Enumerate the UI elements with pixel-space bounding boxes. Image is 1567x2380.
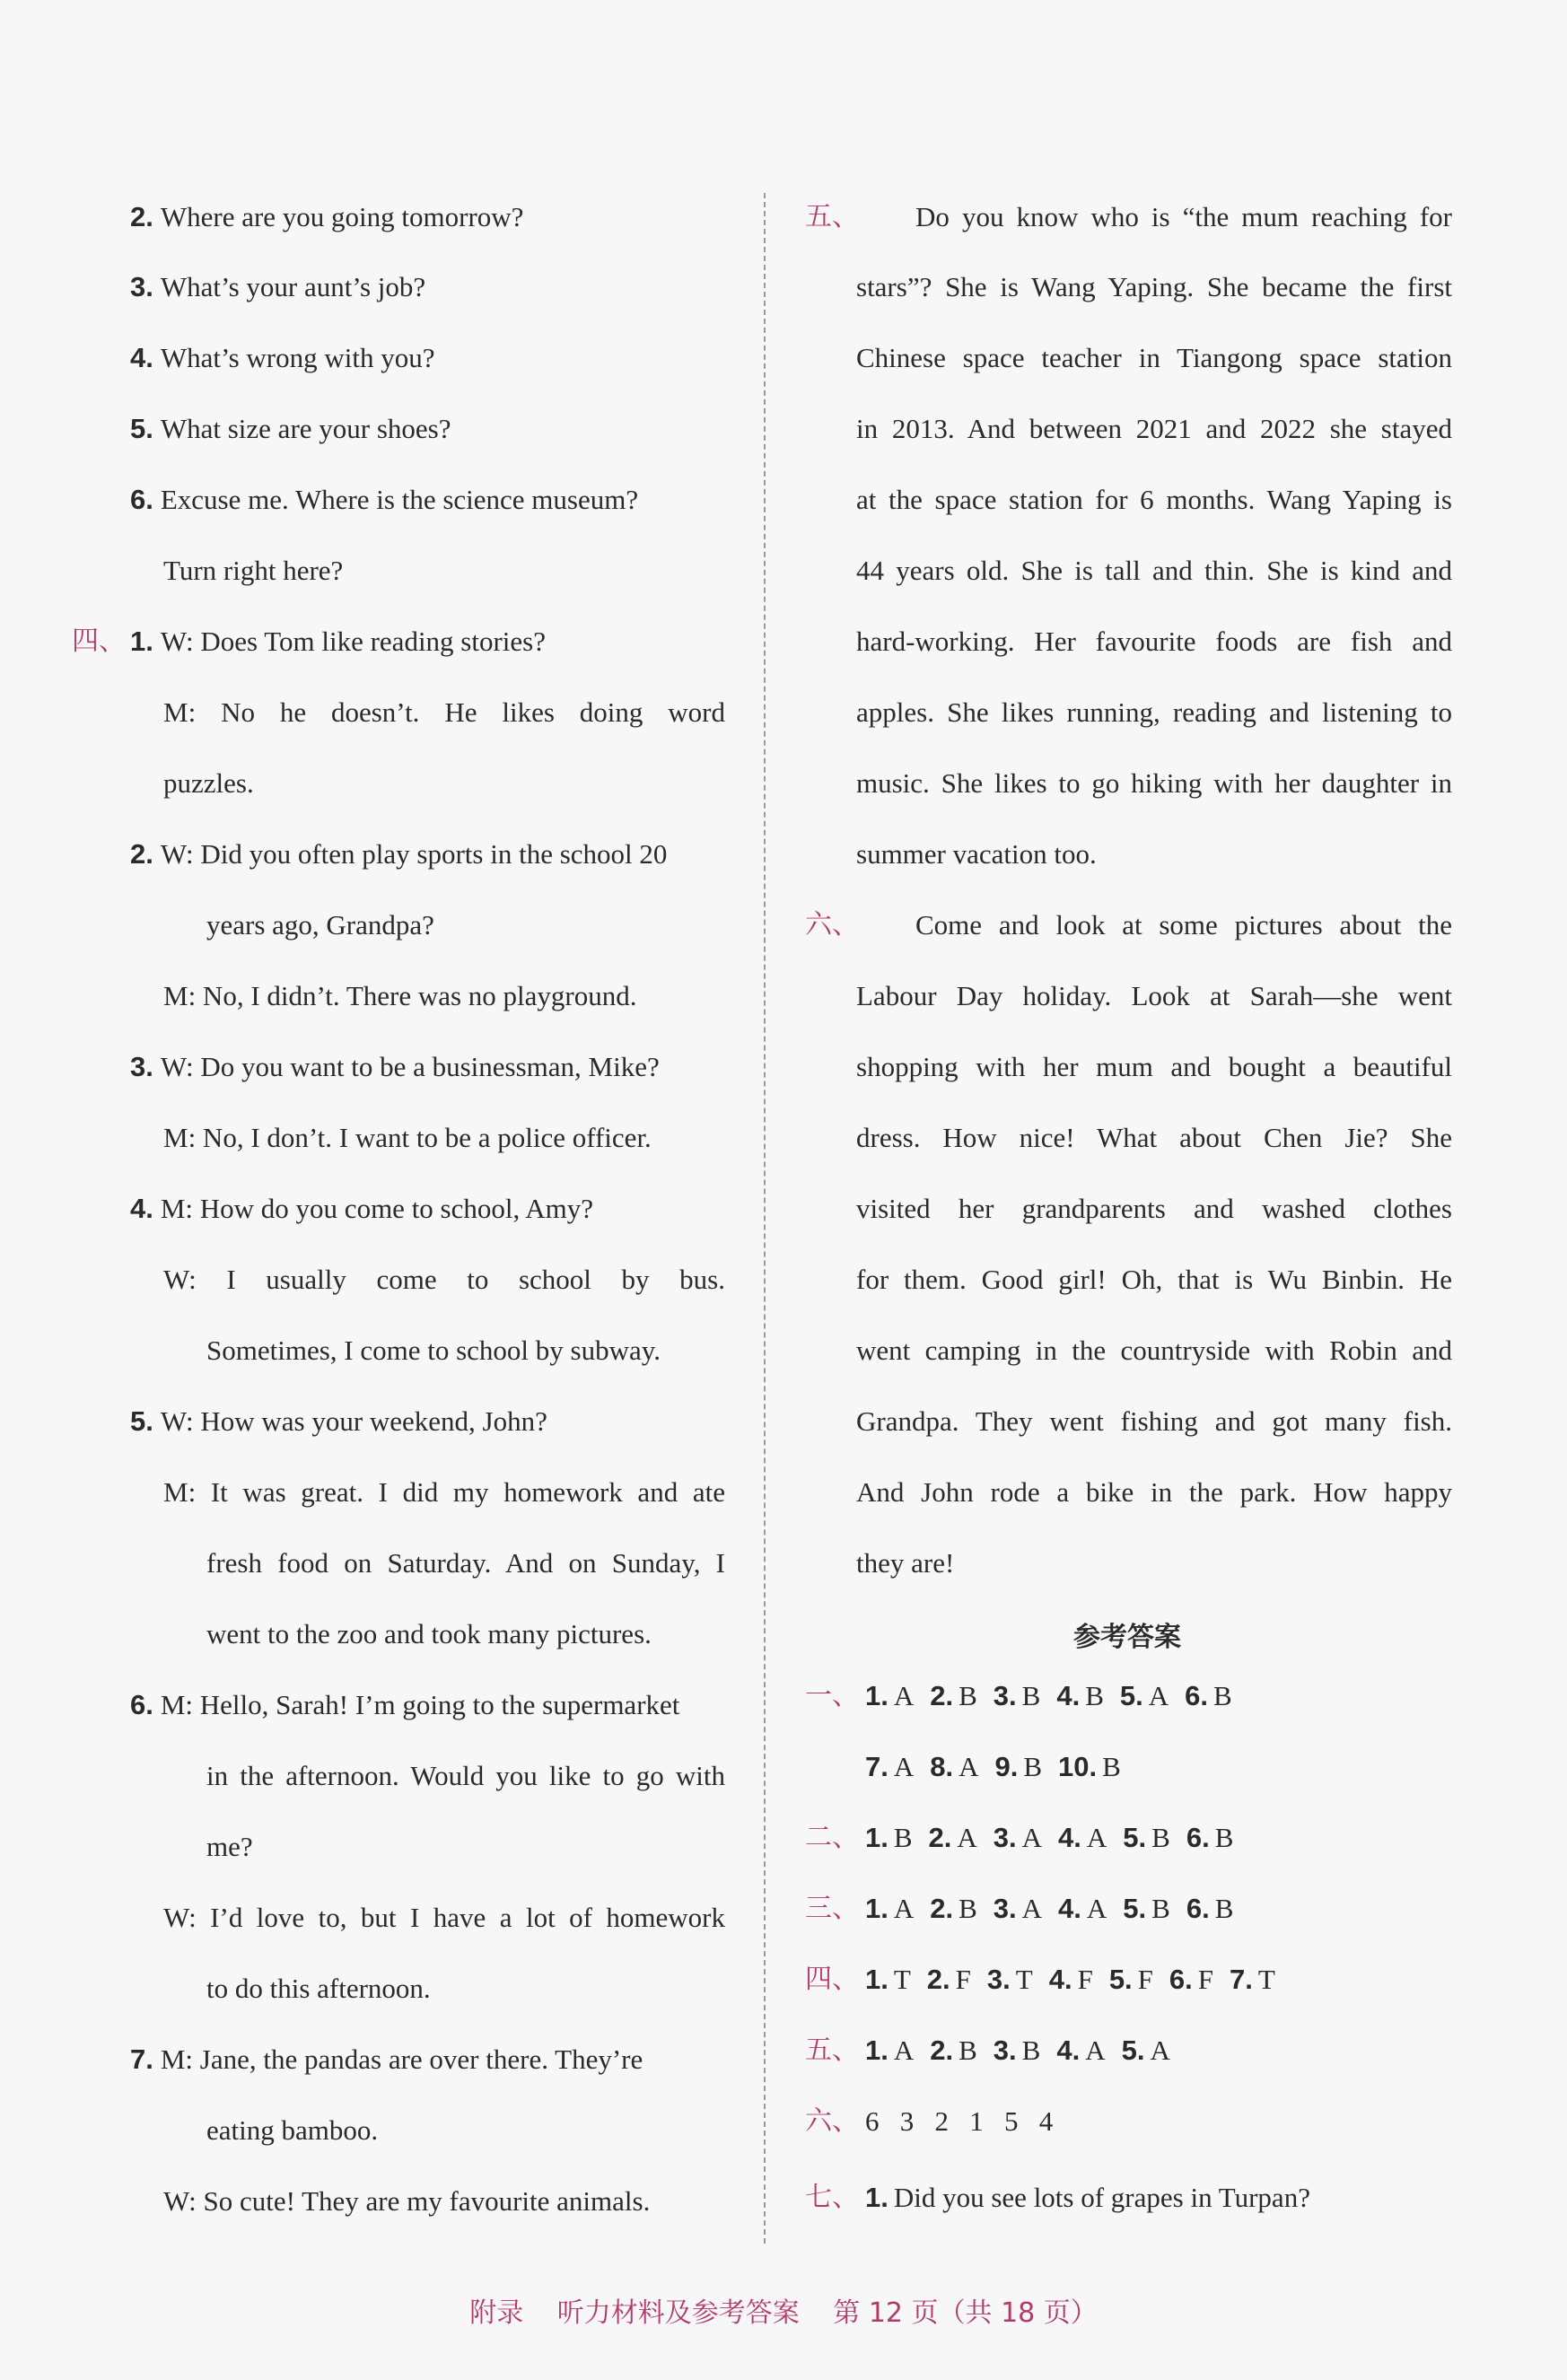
d2-line: [130, 836, 667, 872]
footer-appendix: 附录: [469, 2297, 524, 2329]
s6-line-10: they are!: [856, 1547, 955, 1579]
q4-number: 4.: [130, 342, 153, 373]
q4-text: What’s wrong with you?: [160, 342, 435, 373]
d5-a: W: How was your weekend, John?: [160, 1405, 547, 1437]
answer-number: 2.: [930, 1680, 954, 1711]
answer-item: [930, 2033, 977, 2069]
d2-b: M: No, I didn’t. There was no playground.: [163, 980, 637, 1011]
answer-letter: B: [1151, 1893, 1170, 1924]
answer-5-label: 五、: [805, 2034, 859, 2066]
answer-item: [1123, 1891, 1170, 1927]
answer-letter: B: [959, 1680, 977, 1711]
answer-6-label: 六、: [805, 2105, 859, 2137]
d1-line: [130, 624, 546, 660]
answer-item: [865, 2033, 914, 2069]
answer-1-row-1: [865, 1678, 1248, 1714]
column-divider: [764, 193, 766, 2244]
answer-letter: A: [893, 1751, 915, 1782]
d3-b: M: No, I don’t. I want to be a police officer.: [163, 1122, 652, 1153]
d1-b2: puzzles.: [163, 767, 254, 799]
answer-item: [930, 1749, 978, 1785]
d5-b1: M: It was great. I did my homework and ate: [163, 1476, 725, 1508]
answer-7-text: Did you see lots of grapes in Turpan?: [893, 2182, 1310, 2213]
d6-b2: to do this afternoon.: [206, 1973, 431, 2004]
answer-item: [994, 1820, 1042, 1856]
page-footer: [0, 2296, 1567, 2332]
answer-item: [1058, 1749, 1121, 1785]
s5-line-3: Chinese space teacher in Tiangong space station: [856, 342, 1452, 373]
q3-text: What’s your aunt’s job?: [160, 271, 426, 302]
answer-item: [930, 1678, 977, 1714]
answer-letter: A: [1021, 1893, 1043, 1924]
answer-number: 6.: [1186, 1893, 1210, 1924]
s6-line-8: Grandpa. They went fishing and got many fish.: [856, 1405, 1452, 1437]
d4-b1: W: I usually come to school by bus.: [163, 1264, 725, 1295]
answer-letter: T: [1257, 1964, 1275, 1995]
s5-line-2: stars”? She is Wang Yaping. She became the first: [856, 271, 1452, 302]
d6-a1: M: Hello, Sarah! I’m going to the supermarket: [160, 1689, 680, 1720]
q6-number: 6.: [130, 484, 153, 515]
answer-letter: F: [1137, 1964, 1153, 1995]
d2-a2: years ago, Grandpa?: [206, 909, 434, 941]
answer-letter: B: [1213, 1680, 1232, 1711]
s6-line-6: for them. Good girl! Oh, that is Wu Binbin. He: [856, 1264, 1452, 1295]
answer-number: 3.: [993, 1893, 1017, 1924]
d1-b1: M: No he doesn’t. He likes doing word: [163, 696, 725, 728]
answer-letter: A: [1086, 1893, 1107, 1924]
answer-number: 2.: [930, 1893, 954, 1924]
answer-number: 4.: [1056, 1680, 1081, 1711]
d6-number: 6.: [130, 1689, 153, 1720]
answer-2-label: 二、: [805, 1822, 859, 1853]
answer-3-row: [865, 1891, 1249, 1927]
answer-item: [1185, 1678, 1232, 1714]
d3-number: 3.: [130, 1051, 153, 1082]
d4-b2: Sometimes, I come to school by subway.: [206, 1334, 661, 1366]
s5-line-6: 44 years old. She is tall and thin. She is kind and: [856, 555, 1452, 586]
q5-line: [130, 411, 451, 447]
answer-item: [1169, 1962, 1213, 1998]
section-4-label: 四、: [72, 626, 126, 657]
answer-item: [987, 1962, 1033, 1998]
d7-b: W: So cute! They are my favourite animals.: [163, 2185, 651, 2217]
d3-line: [130, 1049, 660, 1085]
answer-7-row: [865, 2180, 1310, 2216]
answer-letter: A: [1150, 2034, 1170, 2066]
answer-item: [994, 1891, 1042, 1927]
s6-line-2: Labour Day holiday. Look at Sarah—she went: [856, 980, 1452, 1011]
answer-number: 6.: [1169, 1964, 1193, 1995]
answer-letter: A: [1085, 2034, 1106, 2066]
answer-letter: B: [1102, 1751, 1121, 1782]
d6-b1: W: I’d love to, but I have a lot of homework: [163, 1902, 725, 1933]
answer-letter: B: [959, 1893, 977, 1924]
answer-number: 3.: [993, 1822, 1017, 1853]
answer-number: 3.: [993, 2034, 1017, 2066]
answer-7-label: 七、: [805, 2182, 859, 2213]
answer-letter: T: [893, 1964, 911, 1995]
answer-item: [1120, 1678, 1169, 1714]
answer-number: 2.: [926, 1964, 950, 1995]
d7-a1: M: Jane, the pandas are over there. They’re: [160, 2043, 643, 2075]
answer-number: 1.: [865, 1893, 889, 1924]
answer-letter: A: [957, 1822, 977, 1853]
d3-a: W: Do you want to be a businessman, Mike?: [160, 1051, 660, 1082]
d6-a3: me?: [206, 1831, 253, 1862]
answer-item: [1123, 1820, 1170, 1856]
answer-letter: B: [959, 2034, 977, 2066]
q6-text: Excuse me. Where is the science museum?: [160, 484, 639, 515]
answer-number: 5.: [1119, 1680, 1143, 1711]
answer-item: [865, 1891, 914, 1927]
answer-5-row: [865, 2033, 1186, 2069]
q2-text: Where are you going tomorrow?: [160, 201, 524, 232]
answer-1-label: 一、: [805, 1680, 859, 1711]
answer-letter: B: [1214, 1822, 1234, 1853]
d5-b2: fresh food on Saturday. And on Sunday, I: [206, 1547, 725, 1579]
answer-number: 1.: [865, 1964, 889, 1995]
d5-number: 5.: [130, 1405, 153, 1437]
answer-number: 7.: [1230, 1964, 1253, 1995]
s5-line-5: at the space station for 6 months. Wang Yaping is: [856, 484, 1452, 515]
answer-2-row: [865, 1820, 1249, 1856]
d7-a2: eating bamboo.: [206, 2114, 379, 2146]
answer-letter: B: [893, 1822, 913, 1853]
d5-line: [130, 1404, 547, 1439]
answer-6-order: 6 3 2 1 5 4: [865, 2105, 1054, 2137]
answer-letter: A: [893, 2034, 915, 2066]
answer-number: 9.: [994, 1751, 1019, 1782]
answer-item: [1056, 1678, 1104, 1714]
s6-line-5: visited her grandparents and washed clothes: [856, 1193, 1452, 1224]
answer-4-label: 四、: [805, 1964, 859, 1995]
s5-line-8: apples. She likes running, reading and listening to: [856, 696, 1452, 728]
answer-letter: A: [1021, 1822, 1043, 1853]
d6-a2: in the afternoon. Would you like to go with: [206, 1760, 725, 1791]
s6-line-7: went camping in the countryside with Robin and: [856, 1334, 1452, 1366]
answer-1-row-2: [865, 1749, 1137, 1785]
section-5-label: 五、: [805, 201, 859, 232]
d2-number: 2.: [130, 838, 153, 870]
answer-letter: B: [1214, 1893, 1234, 1924]
answer-letter: B: [1085, 1680, 1104, 1711]
answer-letter: F: [1197, 1964, 1214, 1995]
d7-number: 7.: [130, 2043, 153, 2075]
answer-letter: B: [1021, 1680, 1041, 1711]
footer-title: 听力材料及参考答案: [556, 2297, 800, 2329]
answer-number: 4.: [1058, 1893, 1081, 1924]
answers-heading: 参考答案: [1073, 1622, 1181, 1653]
answer-number: 1.: [865, 1680, 889, 1711]
s6-line-1: Come and look at some pictures about the: [915, 909, 1452, 941]
answer-item: [865, 1678, 914, 1714]
footer-page-number: 第 12 页（共 18 页）: [833, 2297, 1098, 2329]
answer-number: 3.: [993, 1680, 1017, 1711]
q3-line: [130, 269, 425, 305]
answer-letter: B: [1021, 2034, 1041, 2066]
answer-number: 10.: [1058, 1751, 1098, 1782]
answer-item: [1049, 1962, 1093, 1998]
answer-item: [995, 1749, 1043, 1785]
q6-line-2: Turn right here?: [163, 555, 344, 586]
answer-number: 2.: [928, 1822, 952, 1853]
s5-line-7: hard-working. Her favourite foods are fish and: [856, 626, 1452, 657]
q5-number: 5.: [130, 413, 153, 444]
answer-3-label: 三、: [805, 1893, 859, 1924]
d1-number: 1.: [130, 626, 153, 657]
answer-item: [1186, 1820, 1234, 1856]
d1-a: W: Does Tom like reading stories?: [160, 626, 547, 657]
answer-item: [994, 1678, 1041, 1714]
answer-item: [994, 2033, 1041, 2069]
answer-item: [929, 1820, 977, 1856]
d6-line: [130, 1687, 679, 1723]
s5-line-1: Do you know who is “the mum reaching for: [915, 201, 1452, 232]
answer-item: [927, 1962, 971, 1998]
answer-letter: A: [893, 1893, 915, 1924]
answer-item: [930, 1891, 977, 1927]
section-6-label: 六、: [805, 909, 859, 941]
s6-line-9: And John rode a bike in the park. How happy: [856, 1476, 1452, 1508]
answer-number: 1.: [865, 1822, 889, 1853]
answer-number: 3.: [986, 1964, 1011, 1995]
answer-item: [865, 1962, 911, 1998]
q4-line: [130, 340, 435, 376]
answer-item: [1186, 1891, 1234, 1927]
s5-line-9: music. She likes to go hiking with her daughter in: [856, 767, 1452, 799]
answer-item: [1109, 1962, 1153, 1998]
q2-line: [130, 199, 523, 235]
answer-number: 1.: [865, 2034, 889, 2066]
answer-letter: B: [1151, 1822, 1170, 1853]
d7-line: [130, 2042, 643, 2078]
answer-number: 5.: [1123, 1893, 1147, 1924]
answer-letter: F: [955, 1964, 971, 1995]
answer-letter: T: [1015, 1964, 1033, 1995]
answer-number: 6.: [1186, 1822, 1210, 1853]
answer-number: 4.: [1058, 1822, 1081, 1853]
answer-item: [1230, 1962, 1275, 1998]
s6-line-3: shopping with her mum and bought a beautiful: [856, 1051, 1452, 1082]
answer-number: 6.: [1185, 1680, 1208, 1711]
answer-number: 4.: [1048, 1964, 1072, 1995]
q6-line: [130, 482, 638, 518]
answer-4-row: [865, 1962, 1291, 1998]
answer-number: 5.: [1121, 2034, 1145, 2066]
d4-number: 4.: [130, 1193, 153, 1224]
answer-number: 7.: [865, 1751, 889, 1782]
answer-7-number: 1.: [865, 2182, 889, 2213]
s5-line-10: summer vacation too.: [856, 838, 1097, 870]
q3-number: 3.: [130, 271, 153, 302]
answer-number: 2.: [930, 2034, 954, 2066]
answer-number: 5.: [1123, 1822, 1147, 1853]
d5-b3: went to the zoo and took many pictures.: [206, 1618, 652, 1649]
answer-letter: A: [1148, 1680, 1169, 1711]
answer-item: [1056, 2033, 1105, 2069]
answer-number: 8.: [930, 1751, 954, 1782]
answer-letter: F: [1077, 1964, 1093, 1995]
answer-letter: A: [1086, 1822, 1107, 1853]
q5-text: What size are your shoes?: [160, 413, 451, 444]
answer-letter: B: [1023, 1751, 1043, 1782]
answer-item: [865, 1820, 913, 1856]
answer-number: 4.: [1056, 2034, 1081, 2066]
answer-item: [1058, 1891, 1107, 1927]
d4-line: [130, 1191, 593, 1227]
d4-a: M: How do you come to school, Amy?: [160, 1193, 594, 1224]
answer-item: [1122, 2033, 1170, 2069]
answer-item: [865, 1749, 914, 1785]
answer-letter: A: [959, 1751, 979, 1782]
q2-number: 2.: [130, 201, 153, 232]
s6-line-4: dress. How nice! What about Chen Jie? She: [856, 1122, 1452, 1153]
answer-item: [1058, 1820, 1107, 1856]
d2-a1: W: Did you often play sports in the school 20: [160, 838, 668, 870]
s5-line-4: in 2013. And between 2021 and 2022 she stayed: [856, 413, 1452, 444]
answer-letter: A: [893, 1680, 915, 1711]
answer-number: 5.: [1108, 1964, 1133, 1995]
